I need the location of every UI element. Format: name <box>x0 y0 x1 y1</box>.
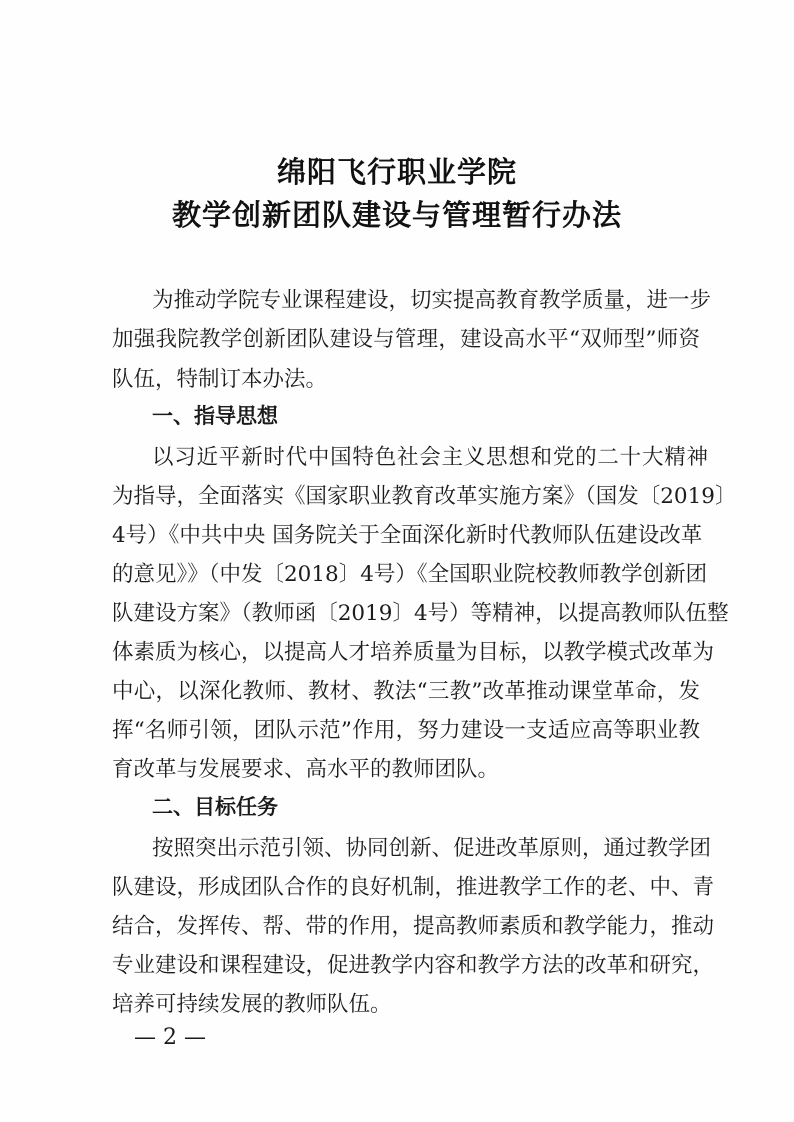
page-number: — 2 — <box>134 1025 206 1050</box>
intro-line: 为推动学院专业课程建设，切实提高教育教学质量，进一步 <box>152 288 712 313</box>
paragraph-line: 4号）《中共中央 国务院关于全面深化新时代教师队伍建设改革 <box>112 523 703 548</box>
paragraph-line: 结合，发挥传、帮、带的作用，提高教师素质和教学能力，推动 <box>112 914 715 939</box>
intro-line: 队伍，特制订本办法。 <box>112 367 328 392</box>
paragraph-line: 队建设方案》（教师函〔2019〕4号）等精神，以提高教师队伍整 <box>112 601 729 626</box>
section-heading-goals-tasks: 二、目标任务 <box>152 795 278 819</box>
intro-line: 加强我院教学创新团队建设与管理，建设高水平“双师型”师资 <box>112 327 700 352</box>
paragraph-line: 专业建设和课程建设，促进教学内容和教学方法的改革和研究， <box>112 953 715 978</box>
section-heading-guiding-ideology: 一、指导思想 <box>152 404 278 428</box>
paragraph-line: 队建设，形成团队合作的良好机制，推进教学工作的老、中、青 <box>112 875 715 900</box>
paragraph-line: 挥“名师引领，团队示范”作用，努力建设一支适应高等职业教 <box>112 718 700 743</box>
document-title-institution: 绵阳飞行职业学院 <box>276 155 517 189</box>
paragraph-line: 按照突出示范引领、协同创新、促进改革原则，通过教学团 <box>152 836 712 861</box>
document-title-regulation: 教学创新团队建设与管理暂行办法 <box>171 198 622 232</box>
paragraph-line: 中心，以深化教师、教材、教法“三教”改革推动课堂革命，发 <box>112 679 700 704</box>
paragraph-line: 培养可持续发展的教师队伍。 <box>112 992 392 1017</box>
paragraph-line: 育改革与发展要求、高水平的教师团队。 <box>112 757 500 782</box>
paragraph-line: 体素质为核心，以提高人才培养质量为目标，以教学模式改革为 <box>112 640 715 665</box>
paragraph-line: 为指导，全面落实《国家职业教育改革实施方案》（国发〔2019〕 <box>112 484 737 509</box>
paragraph-line: 以习近平新时代中国特色社会主义思想和党的二十大精神 <box>152 445 708 470</box>
paragraph-line: 的意见》》（中发〔2018〕4号）《全国职业院校教师教学创新团 <box>112 562 708 587</box>
